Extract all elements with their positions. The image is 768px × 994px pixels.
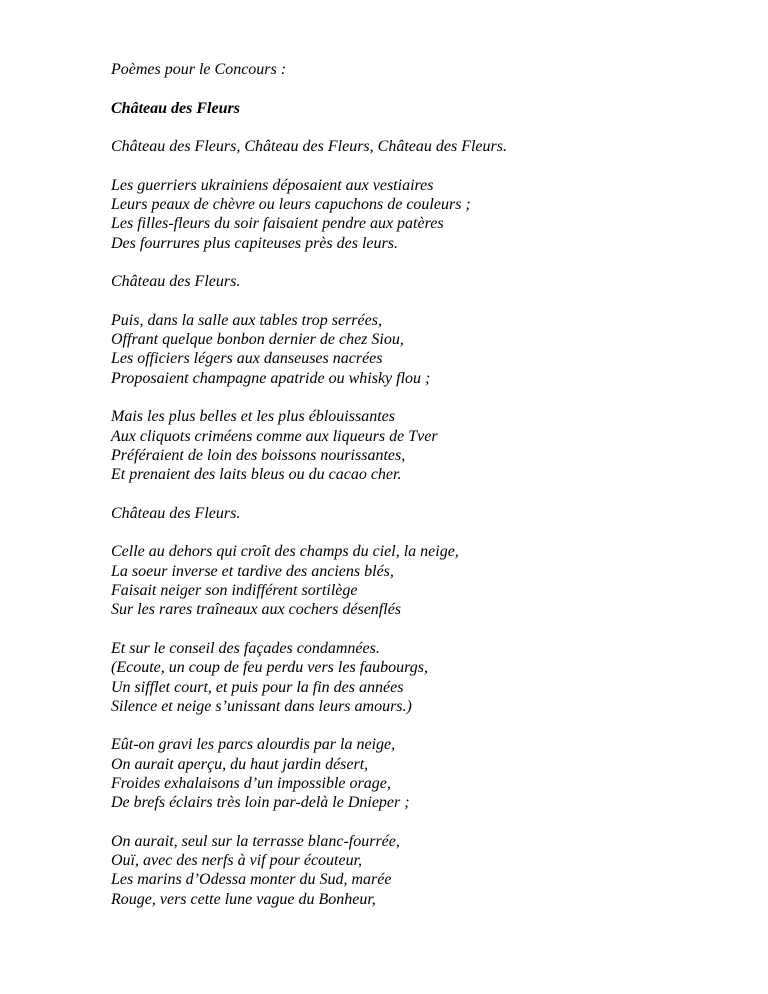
poem-line: Préféraient de loin des boissons nourissantes,	[111, 446, 406, 464]
poem-line: Château des Fleurs.	[111, 273, 241, 291]
poem-line: Château des Fleurs, Château des Fleurs, Château des Fleurs.	[111, 138, 507, 156]
poem-line: Les officiers légers aux danseuses nacrées	[111, 350, 383, 368]
stanza-9	[111, 735, 731, 812]
stanza-8	[111, 639, 731, 716]
stanza-4	[111, 311, 731, 388]
poem-line: Les marins d’Odessa monter du Sud, marée	[111, 871, 392, 889]
poem-line: Rouge, vers cette lune vague du Bonheur,	[111, 890, 376, 908]
poem-line: Faisait neiger son indifférent sortilège	[111, 582, 358, 600]
poem-line: On aurait aperçu, du haut jardin désert,	[111, 755, 369, 773]
poem-line: Ouï, avec des nerfs à vif pour écouteur,	[111, 852, 363, 870]
stanza-6	[111, 504, 731, 523]
intro-heading	[111, 60, 731, 79]
poem-line: Un sifflet court, et puis pour la fin des années	[111, 678, 404, 696]
poem-line: Eût-on gravi les parcs alourdis par la neige,	[111, 736, 396, 754]
poem-line: La soeur inverse et tardive des anciens blés,	[111, 562, 394, 580]
poem-line: Et sur le conseil des façades condamnées.	[111, 639, 380, 657]
poem-line: On aurait, seul sur la terrasse blanc-fourrée,	[111, 832, 400, 850]
stanza-1	[111, 137, 731, 156]
poem-line: De brefs éclairs très loin par-delà le Dnieper ;	[111, 794, 410, 812]
poem-line: (Ecoute, un coup de feu perdu vers les faubourgs,	[111, 659, 428, 677]
stanza-2	[111, 176, 731, 253]
poem-title-text: Château des Fleurs	[111, 99, 240, 117]
poem-line: Offrant quelque bonbon dernier de chez Siou,	[111, 331, 404, 349]
intro-text: Poèmes pour le Concours :	[111, 61, 287, 78]
poem-line: Puis, dans la salle aux tables trop serrées,	[111, 311, 382, 329]
poem-line: Sur les rares traîneaux aux cochers désenflés	[111, 601, 402, 619]
poem-title	[111, 99, 731, 118]
poem-line: Et prenaient des laits bleus ou du cacao cher.	[111, 466, 402, 484]
document-page	[111, 60, 731, 928]
poem-line: Les filles-fleurs du soir faisaient pendre aux patères	[111, 215, 444, 233]
poem-line: Celle au dehors qui croît des champs du ciel, la neige,	[111, 543, 459, 561]
poem-line: Silence et neige s’unissant dans leurs amours.)	[111, 697, 412, 715]
poem-line: Leurs peaux de chèvre ou leurs capuchons de couleurs ;	[111, 196, 471, 214]
stanza-3	[111, 272, 731, 291]
poem-line: Mais les plus belles et les plus éblouissantes	[111, 408, 395, 426]
poem-line: Les guerriers ukrainiens déposaient aux vestiaires	[111, 176, 434, 194]
stanza-7	[111, 542, 731, 619]
poem-line: Château des Fleurs.	[111, 504, 241, 522]
stanza-5	[111, 407, 731, 484]
poem-line: Proposaient champagne apatride ou whisky flou ;	[111, 369, 431, 387]
poem-line: Aux cliquots criméens comme aux liqueurs de Tver	[111, 427, 438, 445]
poem-line: Des fourrures plus capiteuses près des leurs.	[111, 234, 398, 252]
poem-line: Froides exhalaisons d’un impossible orage,	[111, 774, 391, 792]
stanza-10	[111, 832, 731, 909]
